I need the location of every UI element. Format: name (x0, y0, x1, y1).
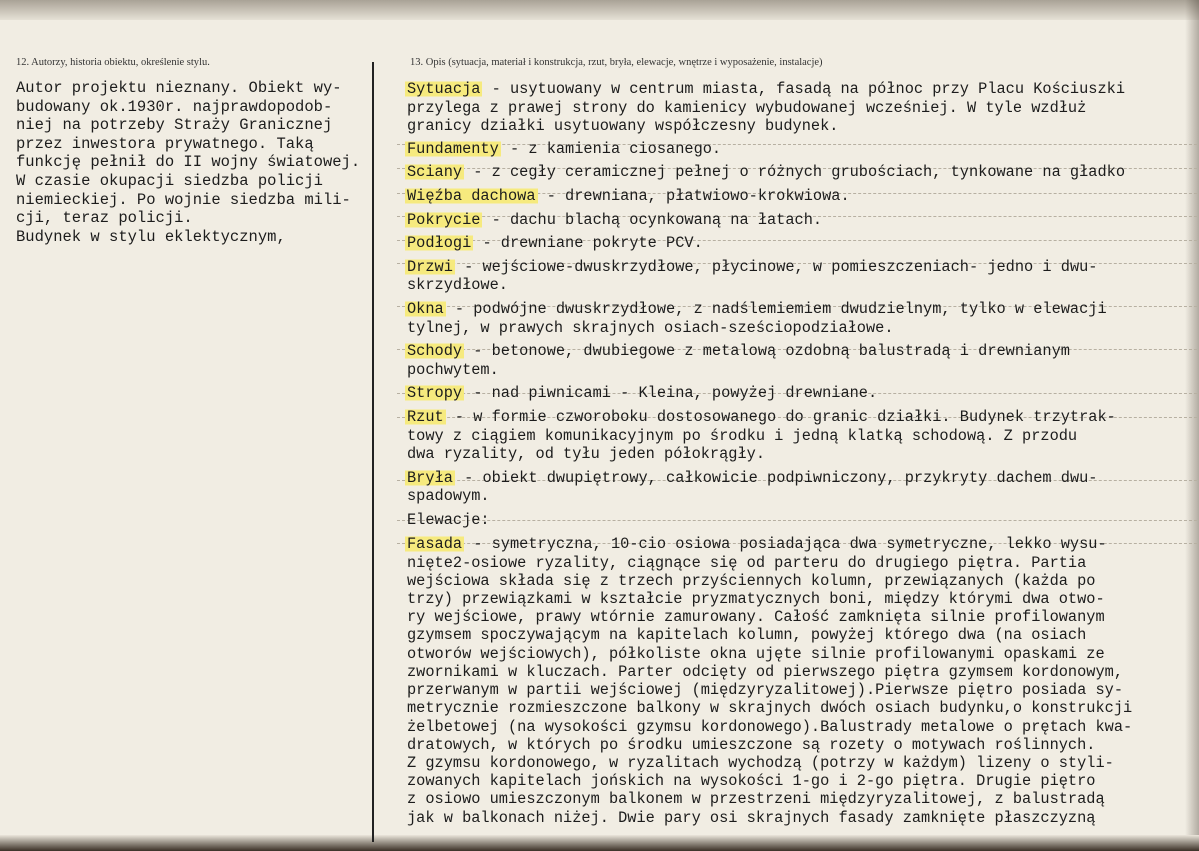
item-text: - dachu blachą ocynkowaną na łatach. (482, 210, 823, 229)
item-drzwi (407, 258, 1197, 295)
term-label: Fundamenty (407, 139, 499, 158)
item-fundamenty (407, 140, 1197, 159)
left-section-header: 12. Autorzy, historia obiektu, określenie stylu. (16, 57, 210, 68)
item-text: metrycznie rozmieszczone balkony w skrajnych dwóch osiach budynku,o konstrukcji (407, 699, 1133, 718)
left-line: W czasie okupacji siedzba policji (16, 171, 323, 190)
item-text: jak w balkonach niżej. Dwie pary osi skrajnych fasady zamknięte płaszczyzną (407, 808, 1096, 827)
item-text: otworów wejściowych), półkoliste okna ujęte silnie profilowanymi opaskami ze (407, 644, 1105, 663)
term-label: Sciany (407, 163, 463, 182)
item-text: dratowych, w których po środku umieszczone są rozety o motywach roślinnych. (407, 735, 1096, 754)
term-label: Podłogi (407, 234, 472, 253)
item-text: - z kamienia ciosanego. (500, 139, 722, 158)
left-line: Budynek w stylu eklektycznym, (16, 227, 286, 246)
item-stropy (407, 384, 1197, 403)
left-line: przez inwestora prywatnego. Taką (16, 134, 314, 153)
term-label: Schody (407, 342, 463, 361)
item-sciany (407, 163, 1197, 182)
item-text: żelbetowej (na wysokości gzymsu kordonowego).Balustrady metalowe o prętach kwa- (407, 717, 1133, 736)
item-text: - drewniane pokryte PCV. (473, 234, 703, 253)
item-text: pochwytem. (407, 360, 499, 379)
item-text: wejściowa składa się z trzech przyściennych kolumn, przewiązanych (każda po (407, 571, 1096, 590)
term-label: Drzwi (407, 257, 453, 276)
term-label: Okna (407, 299, 444, 318)
item-podlogi (407, 234, 1197, 253)
term-label: Stropy (407, 384, 463, 403)
term-label: Fasada (407, 535, 463, 554)
item-sytuacja (407, 80, 1197, 136)
item-text: skrzydłowe. (407, 276, 508, 295)
item-text: - obiekt dwupiętrowy, całkowicie podpiwniczony, przykryty dachem dwu- (454, 468, 1098, 487)
item-text: - z cegły ceramicznej pełnej o różnych grubościach, tynkowane na gładko (464, 163, 1126, 182)
left-line: cji, teraz policji. (16, 209, 193, 228)
item-text: granicy działki usytuowany współczesny budynek. (407, 117, 839, 136)
term-label: Więźba dachowa (407, 186, 536, 205)
term-label: Bryła (407, 468, 453, 487)
item-wiezba (407, 187, 1197, 206)
scan-top-edge (0, 0, 1199, 20)
item-text: Z gzymsu kordonowego, w ryzalitach wychodzą (potrzy w każdym) lizeny o styli- (407, 753, 1114, 772)
left-line: niemieckiej. Po wojnie siedzba mili- (16, 190, 351, 209)
item-text: z osiowo umieszczonym balkonem w przestrzeni międzyryzalitowej, z balustradą (407, 790, 1105, 809)
left-line: budowany ok.1930r. najprawdopodob- (16, 97, 333, 116)
item-text: nięte2-osiowe ryzality, ciągnące się od parteru do drugiego piętra. Partia (407, 553, 1087, 572)
item-text: ry wejściowe, prawy wtórnie zamurowany. Całość zamknięta silnie profilowanym (407, 608, 1105, 627)
item-text: - drewniana, płatwiowo-krokwiowa. (537, 186, 850, 205)
item-text: - usytuowany w centrum miasta, fasadą na północ przy Placu Kościuszki (482, 80, 1126, 98)
item-text: dwa ryzality, od tyłu jeden półokrągły. (407, 445, 766, 464)
left-line: niej na potrzeby Straży Granicznej (16, 116, 333, 135)
scan-bottom-edge (0, 835, 1199, 851)
item-text: zowanych kapitelach jońskich na wysokości 1-go i 2-go piętra. Drugie piętro (407, 772, 1096, 791)
right-column-text (407, 80, 1197, 827)
item-text: - wejściowe-dwuskrzydłowe, płycinowe, w pomieszczeniach- jedno i dwu- (454, 257, 1098, 276)
item-text: - podwójne dwuskrzydłowe, z nadślemiemiem dwudzielnym, tylko w elewacji (445, 299, 1107, 318)
item-text: przerwanym w partii wejściowej (międzyryzalitowej).Pierwsze piętro posiada sy- (407, 681, 1124, 700)
item-pokrycie (407, 211, 1197, 230)
item-rzut (407, 408, 1197, 464)
left-line: Autor projektu nieznany. Obiekt wy- (16, 79, 342, 97)
item-text: - nad piwnicami - Kleina, powyżej drewniane. (464, 384, 878, 403)
item-okna (407, 300, 1197, 337)
item-schody (407, 342, 1197, 379)
left-line: funkcję pełnił do II wojny światowej. (16, 153, 361, 172)
right-section-header: 13. Opis (sytuacja, materiał i konstrukcja, rzut, bryła, elewacje, wnętrze i wyposażenie, instalacje) (410, 57, 823, 68)
section-elewacje (407, 511, 1197, 530)
item-text: trzy) przewiązkami w kształcie pryzmatycznych boni, między którymi dwa otwo- (407, 590, 1105, 609)
item-text: tylnej, w prawych skrajnych osiach-sześciopodziałowe. (407, 318, 894, 337)
term-label: Rzut (407, 407, 444, 426)
term-label: Pokrycie (407, 210, 481, 229)
item-text: - symetryczna, 10-cio osiowa posiadająca dwa symetryczne, lekko wysu- (464, 535, 1107, 554)
item-text: towy z ciągiem komunikacyjnym po środku i jedną klatką schodową. Z przodu (407, 426, 1078, 445)
item-bryla (407, 469, 1197, 506)
item-text: - betonowe, dwubiegowe z metalową ozdobną balustradą i drewnianym (464, 342, 1070, 361)
item-text: zwornikami w kluczach. Parter odcięty od pierwszego piętra gzymsem kordonowym, (407, 662, 1124, 681)
item-text: spadowym. (407, 487, 490, 506)
item-fasada (407, 535, 1197, 826)
left-column-text (16, 79, 368, 246)
item-text: - w formie czworoboku dostosowanego do granic działki. Budynek trzytrak- (445, 407, 1116, 426)
item-text: gzymsem spoczywającym na kapitelach kolumn, powyżej którego dwa (na osiach (407, 626, 1087, 645)
section-heading: Elewacje: (407, 510, 490, 529)
item-text: przylega z prawej strony do kamienicy wybudowanej wcześniej. W tyle wzdłuż (407, 98, 1087, 117)
column-divider (372, 62, 374, 842)
term-label: Sytuacja (407, 80, 481, 98)
